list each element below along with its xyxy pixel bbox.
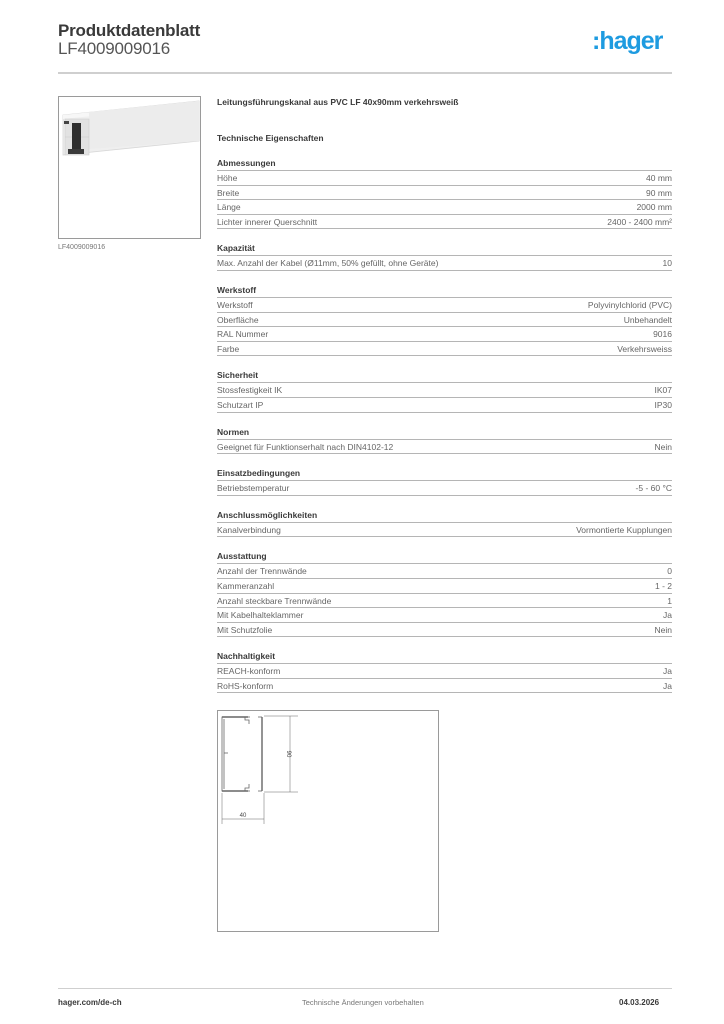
technical-drawing [217,710,439,932]
product-title: Leitungsführungskanal aus PVC LF 40x90mm verkehrsweiß [217,97,459,107]
spec-row [217,608,672,623]
group-title: Normen [217,426,672,440]
spec-label: Geeignet für Funktionserhalt nach DIN4102-12 [217,441,394,452]
spec-value: 1 - 2 [654,580,672,591]
footer-divider [58,988,672,989]
spec-row [217,215,672,230]
spec-row [217,200,672,215]
spec-row [217,481,672,496]
spec-value: Ja [663,666,672,677]
dimension-height-label: 90 [285,750,291,758]
spec-row [217,398,672,413]
group-werkstoff [217,284,672,356]
spec-row [217,327,672,342]
spec-row [217,664,672,679]
spec-row [217,440,672,455]
spec-label: Werkstoff [217,299,253,310]
header-divider [58,72,672,74]
group-abmessungen [217,157,672,229]
spec-value: 10 [662,258,672,269]
spec-row [217,564,672,579]
spec-row [217,579,672,594]
spec-value: 40 mm [646,173,672,183]
spec-value: Nein [654,624,672,635]
footer-date: 04.03.2026 [619,998,660,1007]
article-number: LF4009009016 [58,39,170,58]
group-anschluss [217,509,672,538]
group-ausstattung [217,550,672,637]
spec-value: -5 - 60 °C [635,483,672,494]
spec-row [217,383,672,398]
spec-label: RoHS-konform [217,680,274,691]
group-title: Nachhaltigkeit [217,650,672,664]
cable-duct-product-icon [59,97,201,239]
spec-label: Mit Kabelhalteklammer [217,610,304,621]
spec-value: IK07 [654,385,672,396]
group-title: Ausstattung [217,550,672,564]
spec-label: Breite [217,187,240,198]
group-kapazitaet [217,242,672,271]
footer-disclaimer: Technische Änderungen vorbehalten [302,998,424,1007]
spec-label: Länge [217,202,241,213]
spec-value: 90 mm [646,187,672,198]
spec-value: Polyvinylchlorid (PVC) [587,299,672,310]
spec-label: Farbe [217,343,240,354]
group-title: Einsatzbedingungen [217,467,672,481]
spec-label: Lichter innerer Querschnitt [217,216,318,227]
spec-label: Betriebstemperatur [217,483,290,494]
spec-label: Kanalverbindung [217,524,281,535]
hager-logo: :hager [592,27,663,55]
product-image [58,96,201,239]
spec-label: REACH-konform [217,666,281,677]
spec-row [217,186,672,201]
spec-row [217,679,672,694]
spec-value: Nein [654,441,672,452]
spec-value: 0 [667,566,672,577]
document-title: Produktdatenblatt [58,21,201,40]
group-sicherheit [217,369,672,412]
spec-label: RAL Nummer [217,329,269,340]
spec-label: Max. Anzahl der Kabel (Ø11mm, 50% gefüllt, ohne Geräte) [217,258,439,269]
group-title: Kapazität [217,242,672,256]
spec-label: Stossfestigkeit IK [217,385,283,396]
spec-value: IP30 [654,399,672,410]
spec-label: Höhe [217,173,238,183]
group-title: Sicherheit [217,369,672,383]
group-einsatzbedingungen [217,467,672,496]
spec-value: 2400 - 2400 mm² [607,216,672,227]
spec-row [217,256,672,271]
spec-row [217,313,672,328]
footer-website-link[interactable]: hager.com/de-ch [58,998,122,1007]
spec-row [217,342,672,357]
main-content [217,96,672,729]
group-nachhaltigkeit [217,650,672,693]
spec-value: Ja [663,610,672,621]
spec-value: Ja [663,680,672,691]
spec-row [217,594,672,609]
spec-row [217,171,672,186]
section-title: Technische Eigenschaften [217,133,324,143]
spec-value: 1 [667,595,672,606]
spec-value: 2000 mm [636,202,672,213]
spec-label: Mit Schutzfolie [217,624,273,635]
spec-label: Oberfläche [217,314,259,325]
cross-section-drawing-icon [218,711,440,933]
dimension-width-label: 40 [239,813,247,819]
group-title: Abmessungen [217,157,672,171]
spec-label: Anzahl der Trennwände [217,566,307,577]
spec-label: Schutzart IP [217,399,264,410]
spec-value: Verkehrsweiss [617,343,672,354]
spec-row [217,298,672,313]
group-normen [217,426,672,455]
spec-row [217,623,672,638]
spec-value: Vormontierte Kupplungen [576,524,672,535]
spec-label: Kammeranzahl [217,580,275,591]
group-title: Werkstoff [217,284,672,298]
spec-row [217,523,672,538]
group-title: Anschlussmöglichkeiten [217,509,672,523]
spec-value: 9016 [653,329,672,340]
product-image-caption: LF4009009016 [58,244,106,251]
spec-label: Anzahl steckbare Trennwände [217,595,332,606]
spec-value: Unbehandelt [623,314,672,325]
